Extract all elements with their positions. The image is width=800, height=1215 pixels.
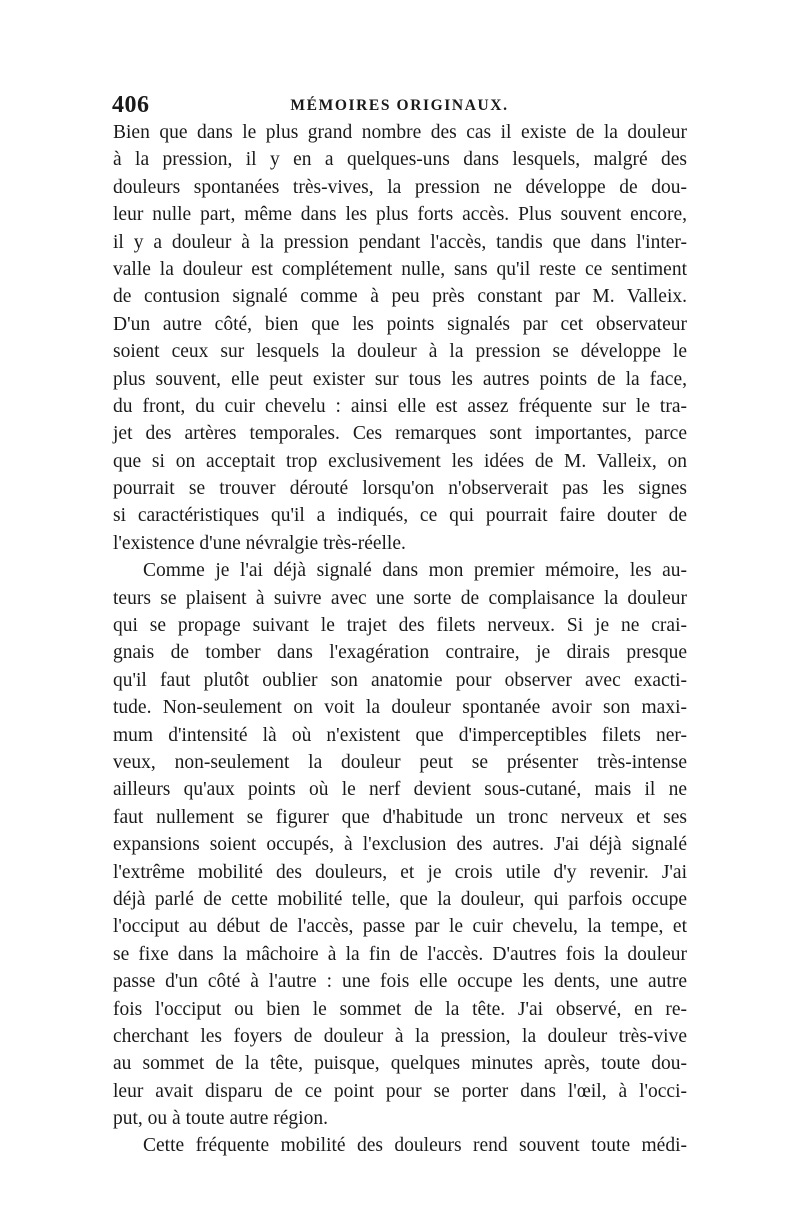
text-line: l'occiput au début de l'accès, passe par le cuir chevelu, la tempe, et (113, 916, 687, 938)
text-line: au sommet de la tête, puisque, quelques minutes après, toute dou- (113, 1053, 687, 1075)
text-line: ailleurs qu'aux points où le nerf devient sous-cutané, mais il ne (113, 779, 687, 801)
text-line: douleurs spontanées très-vives, la pression ne développe de dou- (113, 176, 687, 198)
paragraph-end-line: l'existence d'une névralgie très-réelle. (113, 532, 406, 554)
text-line: qui se propage suivant le trajet des filets nerveux. Si je ne crai- (113, 615, 687, 637)
running-title: MÉMOIRES ORIGINAUX. (290, 97, 509, 114)
text-line: gnais de tomber dans l'exagération contraire, je dirais presque (113, 642, 687, 664)
paragraph-start-line: Cette fréquente mobilité des douleurs rend souvent toute médi- (143, 1135, 687, 1157)
paragraph-start-line: Comme je l'ai déjà signalé dans mon premier mémoire, les au- (143, 560, 687, 582)
text-line: D'un autre côté, bien que les points signalés par cet observateur (113, 313, 687, 335)
paragraph-end-line: put, ou à toute autre région. (113, 1108, 328, 1130)
text-line: leur avait disparu de ce point pour se porter dans l'œil, à l'occi- (113, 1080, 687, 1102)
text-line: de contusion signalé comme à peu près constant par M. Valleix. (113, 286, 687, 308)
text-line: passe d'un côté à l'autre : une fois elle occupe les dents, une autre (113, 971, 687, 993)
running-head (112, 92, 687, 120)
text-line: tude. Non-seulement on voit la douleur spontanée avoir son maxi- (113, 697, 687, 719)
text-line: expansions soient occupés, à l'exclusion des autres. J'ai déjà signalé (113, 834, 687, 856)
text-line: si caractéristiques qu'il a indiqués, ce qui pourrait faire douter de (113, 505, 687, 527)
page-number: 406 (112, 92, 150, 118)
text-line: fois l'occiput ou bien le sommet de la tête. J'ai observé, en re- (113, 998, 687, 1020)
text-line: teurs se plaisent à suivre avec une sorte de complaisance la douleur (113, 587, 687, 609)
text-line: mum d'intensité là où n'existent que d'imperceptibles filets ner- (113, 724, 687, 746)
text-line: du front, du cuir chevelu : ainsi elle est assez fréquente sur le tra- (113, 395, 687, 417)
text-line: faut nullement se figurer que d'habitude un tronc nerveux et ses (113, 806, 687, 828)
text-line: l'extrême mobilité des douleurs, et je crois utile d'y revenir. J'ai (113, 861, 687, 883)
text-line: déjà parlé de cette mobilité telle, que la douleur, qui parfois occupe (113, 888, 687, 910)
text-line: leur nulle part, même dans les plus forts accès. Plus souvent encore, (113, 204, 687, 226)
text-line: veux, non-seulement la douleur peut se présenter très-intense (113, 751, 687, 773)
text-line: jet des artères temporales. Ces remarques sont importantes, parce (113, 423, 687, 445)
text-line: pourrait se trouver dérouté lorsqu'on n'observerait pas les signes (113, 478, 687, 500)
text-line: se fixe dans la mâchoire à la fin de l'accès. D'autres fois la douleur (113, 943, 687, 965)
text-line: valle la douleur est complétement nulle, sans qu'il reste ce sentiment (113, 258, 687, 280)
text-line: Bien que dans le plus grand nombre des cas il existe de la douleur (113, 122, 687, 143)
text-line: que si on acceptait trop exclusivement les idées de M. Valleix, on (113, 450, 687, 472)
text-line: à la pression, il y en a quelques-uns dans lesquels, malgré des (113, 149, 687, 171)
body-text (113, 119, 687, 1160)
text-line: cherchant les foyers de douleur à la pression, la douleur très-vive (113, 1025, 687, 1047)
text-line: soient ceux sur lesquels la douleur à la pression se développe le (113, 341, 687, 363)
text-line: plus souvent, elle peut exister sur tous les autres points de la face, (113, 368, 687, 390)
text-line: qu'il faut plutôt oublier son anatomie pour observer avec exacti- (113, 669, 687, 691)
text-line: il y a douleur à la pression pendant l'accès, tandis que dans l'inter- (113, 231, 687, 253)
